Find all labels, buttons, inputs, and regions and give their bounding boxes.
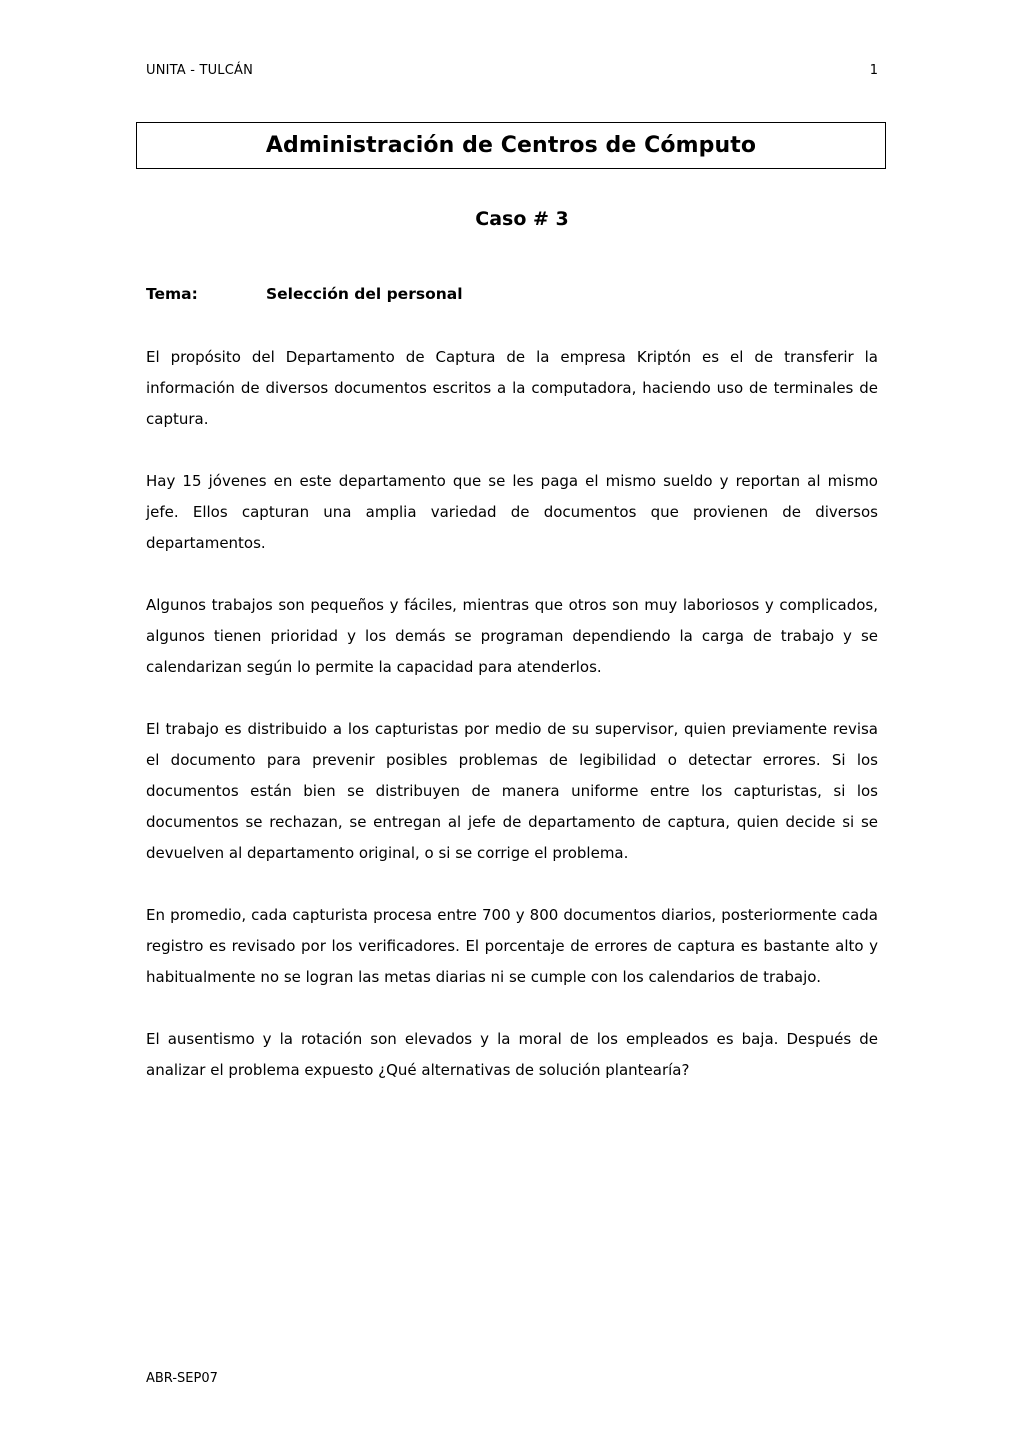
paragraph-2: Hay 15 jóvenes en este departamento que se les paga el mismo sueldo y reportan al mismo jefe. Ellos capturan una amplia variedad de documentos que provienen de diversos departamentos. xyxy=(146,472,878,552)
paragraph-3: Algunos trabajos son pequeños y fáciles, mientras que otros son muy laboriosos y complicados, algunos tienen prioridad y los demás se programan dependiendo la carga de trabajo y se calendarizan según lo permite la capacidad para atenderlos. xyxy=(146,596,878,676)
title-box xyxy=(136,122,886,169)
paragraph-4: El trabajo es distribuido a los capturistas por medio de su supervisor, quien previamente revisa el documento para prevenir posibles problemas de legibilidad o detectar errores. Si los documentos están bien se distribuyen de manera uniforme entre los capturistas, si los documentos se rechazan, se entregan al jefe de departamento de captura, quien decide si se devuelven al departamento original, o si se corrige el problema. xyxy=(146,720,878,862)
topic-row xyxy=(146,285,463,303)
case-title: Caso # 3 xyxy=(475,208,569,230)
paragraph-1: El propósito del Departamento de Captura de la empresa Kriptón es el de transferir la información de diversos documentos escritos a la computadora, haciendo uso de terminales de captura. xyxy=(146,348,878,428)
paragraph-5: En promedio, cada capturista procesa entre 700 y 800 documentos diarios, posteriormente cada registro es revisado por los verificadores. El porcentaje de errores de captura es bastante alto y habitualmente no se logran las metas diarias ni se cumple con los calendarios de trabajo. xyxy=(146,906,878,986)
topic-label: Tema: xyxy=(146,285,198,303)
footer-period: ABR-SEP07 xyxy=(146,1371,218,1386)
paragraph-6: El ausentismo y la rotación son elevados y la moral de los empleados es baja. Después de analizar el problema expuesto ¿Qué alternativas de solución plantearía? xyxy=(146,1030,878,1079)
page-number: 1 xyxy=(869,63,878,78)
body-text xyxy=(146,342,878,1117)
document-title: Administración de Centros de Cómputo xyxy=(265,133,757,158)
header-institution: UNITA - TULCÁN xyxy=(146,63,254,78)
topic-value: Selección del personal xyxy=(266,285,463,303)
